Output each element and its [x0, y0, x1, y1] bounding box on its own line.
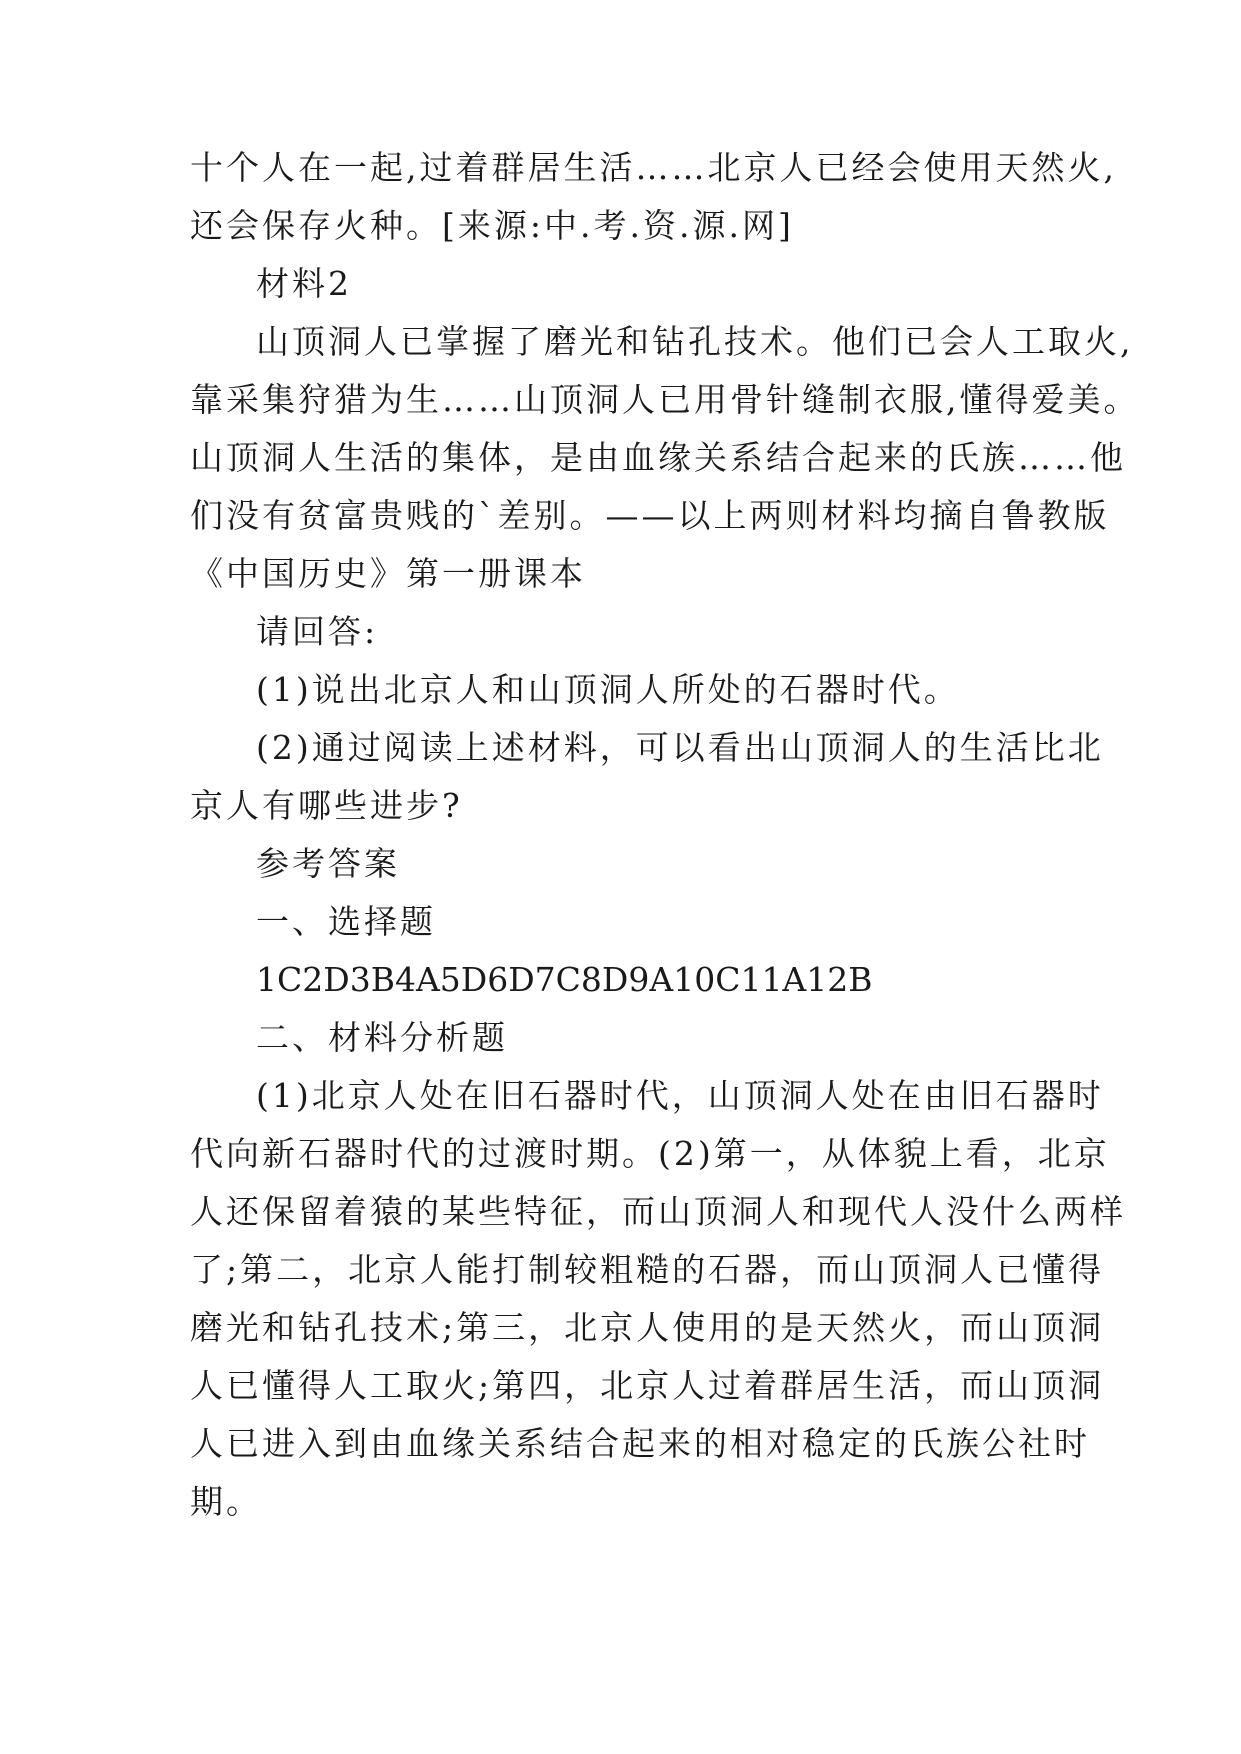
analysis-line-5: 磨光和钻孔技术;第三，北京人使用的是天然火，而山顶洞 [190, 1308, 1105, 1347]
answer-heading: 参考答案 [256, 844, 400, 883]
material-2-heading: 材料2 [256, 264, 352, 303]
analysis-line-7: 人已进入到由血缘关系结合起来的相对稳定的氏族公社时 [190, 1424, 1090, 1463]
analysis-section-heading: 二、材料分析题 [256, 1018, 508, 1057]
text-line-1: 十个人在一起,过着群居生活……北京人已经会使用天然火, [190, 148, 1117, 187]
question-2-cont: 京人有哪些进步? [190, 786, 463, 825]
choice-answers: 1C2D3B4A5D6D7C8D9A10C11A12B [256, 960, 873, 999]
text-line-6: 山顶洞人生活的集体，是由血缘关系结合起来的氏族……他 [190, 438, 1126, 477]
choice-section-heading: 一、选择题 [256, 902, 436, 941]
question-2: (2)通过阅读上述材料，可以看出山顶洞人的生活比北 [256, 728, 1104, 767]
question-heading: 请回答: [256, 612, 379, 651]
analysis-line-3: 人还保留着猿的某些特征，而山顶洞人和现代人没什么两样 [190, 1192, 1126, 1231]
text-line-7: 们没有贫富贵贱的`差别。——以上两则材料均摘自鲁教版 [190, 496, 1110, 535]
analysis-line-2: 代向新石器时代的过渡时期。(2)第一，从体貌上看，北京 [190, 1134, 1110, 1173]
analysis-line-6: 人已懂得人工取火;第四，北京人过着群居生活，而山顶洞 [190, 1366, 1105, 1405]
text-line-2: 还会保存火种。[来源:中.考.资.源.网] [190, 206, 794, 245]
question-1: (1)说出北京人和山顶洞人所处的石器时代。 [256, 670, 960, 709]
analysis-line-1: (1)北京人处在旧石器时代，山顶洞人处在由旧石器时 [256, 1076, 1104, 1115]
text-line-8: 《中国历史》第一册课本 [190, 554, 586, 593]
analysis-line-8: 期。 [190, 1482, 262, 1521]
analysis-line-4: 了;第二，北京人能打制较粗糙的石器，而山顶洞人已懂得 [190, 1250, 1105, 1289]
text-line-4: 山顶洞人已掌握了磨光和钻孔技术。他们已会人工取火, [256, 322, 1134, 361]
text-line-5: 靠采集狩猎为生……山顶洞人已用骨针缝制衣服,懂得爱美。 [190, 380, 1140, 419]
